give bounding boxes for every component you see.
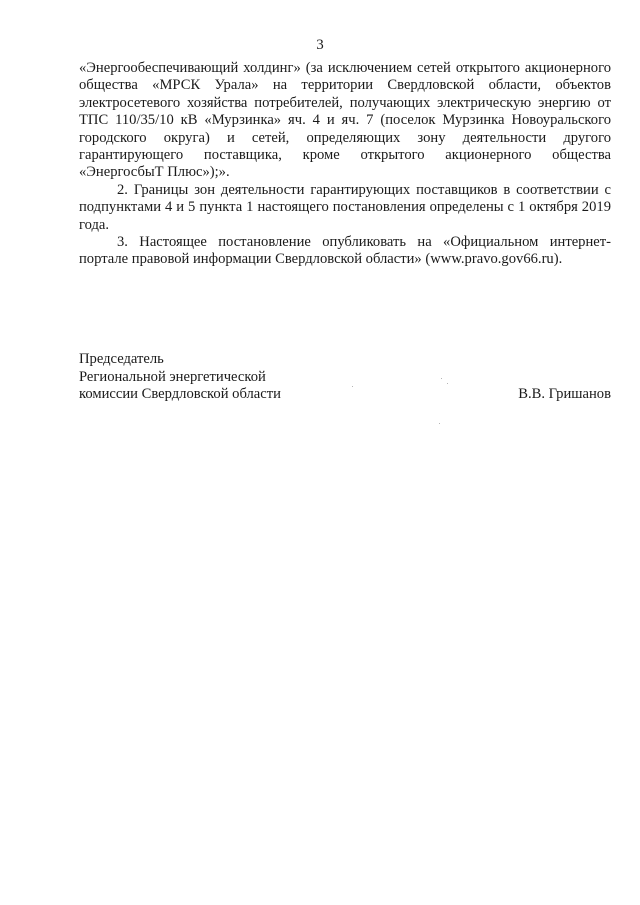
page-number: 3	[316, 37, 324, 53]
signatory-title-line-1: Председатель	[79, 351, 164, 367]
signature-block	[79, 351, 611, 404]
document-body	[79, 60, 611, 269]
signatory-title-line-3: комиссии Свердловской области	[79, 386, 281, 403]
paragraph-item-2: 2. Границы зон деятельности гарантирующих поставщиков в соответствии с подпунктами 4 и 5 пункта 1 настоящего постановления определены с 1 октября 2019 года.	[79, 181, 611, 233]
scan-speck	[439, 423, 440, 424]
signatory-title-line-2: Региональной энергетической	[79, 368, 266, 385]
scan-speck	[441, 378, 442, 379]
paragraph-continuation: «Энергообеспечивающий холдинг» (за исключением сетей открытого акционерного общества «МРСК Урала» на территории Свердловской области, объектов электросетевого хозяйства потребителей, получающих электрическую энергию от ТПС 110/35/10 кВ «Мурзинка» яч. 4 и яч. 7 (поселок Мурзинка Новоуральского городского округа) и сетей, определяющих зону деятельности другого гарантирующего поставщика, кроме открытого акционерного общества «ЭнергосбыТ Плюс»);».	[79, 60, 611, 181]
signatory-name: В.В. Гришанов	[518, 386, 611, 403]
signatory-row	[79, 386, 611, 404]
scan-speck	[447, 383, 448, 384]
paragraph-item-3: 3. Настоящее постановление опубликовать на «Официальном интернет-портале правовой информации Свердловской области» (www.pravo.gov66.ru).	[79, 234, 611, 268]
scan-speck	[352, 386, 353, 387]
